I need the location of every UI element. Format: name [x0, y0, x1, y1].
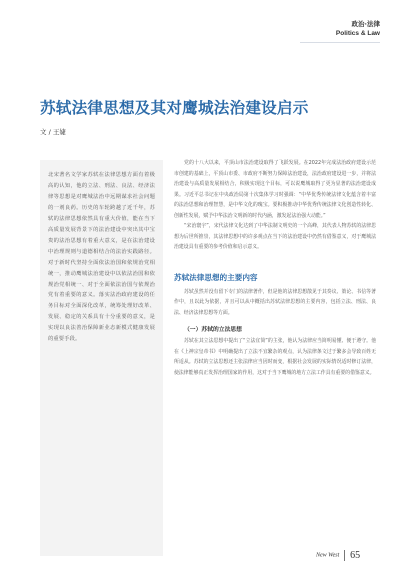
magazine-name: New West: [316, 552, 340, 559]
abstract-text: 北宋著名文学家苏轼在法律思想方面有着极高的认知，他的立法、刑法、良法、经济法律等思想是对鹰城法治中远期谋求社会问题的一剂良药。历史的车轮跨越了近千年，苏轼的法律思想依然具有重大价值，能在当下高质量发展背景下的法治建设中突出其中宝贵的法治思想有着重大意义，是在法治建设中治理规则与道德相结合的法治实践路径。对于新时代坚持全面依法治国和依规治党相统一，推动鹰城法治建设中以依法治国和依规治党相统一、对于全面依法治国与依规治党有着重要的意义。落实法治政府建设的任务目标对全面深化改革，统筹处理好改革、发展、稳定的关系具有十分重要的意义，是实现以良法善治保障新业态新模式健康发展的重要手段。: [48, 172, 155, 343]
header-rule: [300, 42, 380, 43]
page-footer: [316, 546, 360, 564]
spacer: [174, 253, 376, 262]
section-tag-cn: 政治·法律: [351, 20, 380, 28]
page-number: 65: [350, 549, 361, 561]
footer-divider: [344, 550, 345, 561]
author-byline: 文 / 王婕: [40, 128, 66, 136]
section-tag: [336, 20, 380, 38]
subsection-heading: （一）苏轼的立法思想: [184, 327, 242, 333]
article-title: 苏轼法律思想及其对鹰城法治建设启示: [40, 99, 309, 117]
section-tag-en: Politics & Law: [335, 30, 380, 37]
section-heading: 苏轼法律思想的主要内容: [174, 272, 258, 282]
article-body: [174, 158, 376, 378]
body-paragraph: 苏轼虽然并没有留下专门的法律著作，但是他的法律思想散见于其奏议、策论、书信等著作中，且以此为依据，并且可以从中概括出苏轼法律思想的主要内容，包括立法、刑法、良法、经济法律思想等方面。: [174, 288, 376, 316]
body-paragraph: “宋治寰宇”，宋代法律文化达到了中华法制文明史的一个高峰，其代表人物苏轼的法律思想为后世所推崇，其法律思想中的许多观点在当下的法治建设中仍然有借鉴意义，对于鹰城法治建设具有重要的参考价值和启示意义。: [174, 223, 376, 250]
body-paragraph: 党的十八大以来，平顶山市法治建设取得了飞跃发展。在2022年完成法治政府建设示范市创建的基础上，平顶山市委、市政府不断努力保障法治建设，法治政府建设进一步，并将法治建设与高质量发展相结合，积极实现这个目标，可以说鹰城取得了更为显著的法治建设成果。习近平总书记在中央政治局第十次集体学习时强调：“中华优秀传统法律文化蕴含着丰富的法治思想和治理智慧，是中华文化的瑰宝。要积极推动中华优秀传统法律文化创造性转化、创新性发展，赋予中华法治文明新的时代内涵，激发起法治强大动能。”: [174, 160, 376, 219]
body-paragraph: 苏轼在其立法思想中提出了“立法宜简”的主张，他认为法律应当简明易懂、便于遵守。他在《上神宗皇帝书》中明确提出了立法不宜繁杂的观点，认为法律条文过于繁多会导致百姓无所适从。苏轼的立法思想还主张法律应当因时而变，根据社会发展的实际情况适时修订法律，使法律能够真正发挥治理国家的作用，这对于当下鹰城的地方立法工作具有重要的借鉴意义。: [174, 338, 376, 376]
